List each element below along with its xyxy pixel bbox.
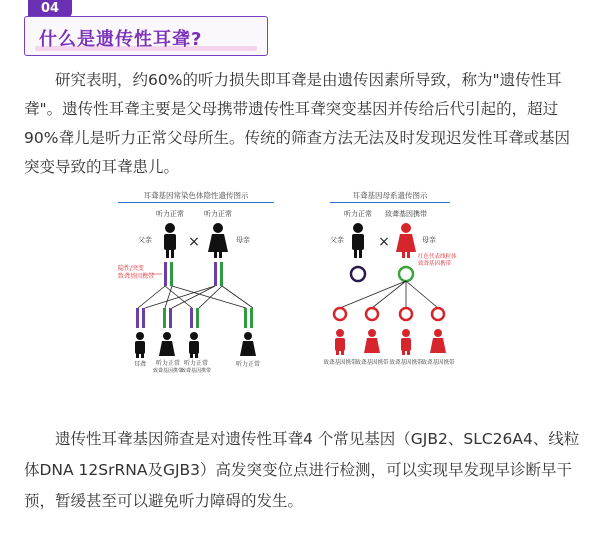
right-figure-caption: 耳聋基因母系遗传图示 [352, 191, 428, 200]
section-title: 什么是遗传性耳聋? [39, 29, 203, 50]
right-child-label-4: 致聋基因携带 [421, 360, 455, 366]
left-child-sub-3: 致聋基因携带 [180, 368, 212, 374]
left-child-4 [240, 332, 256, 356]
section-number-badge: 04 [28, 0, 72, 18]
right-parent-label-1: 听力正常 [344, 210, 372, 218]
left-child-label-1: 耳聋 [133, 361, 147, 368]
left-child-3 [189, 332, 199, 358]
left-figure-caption: 耳聋基因常染色体隐性遗传图示 [143, 191, 249, 200]
left-child-sub-2: 致聋基因携带 [152, 368, 184, 374]
right-child-label-3: 致聋基因携带 [389, 360, 423, 366]
left-child-label-2: 听力正常 [155, 360, 181, 367]
right-side-note-1: 红色代表线粒体 [418, 254, 457, 260]
left-parent-label-2: 听力正常 [204, 210, 232, 218]
right-mother-icon [396, 223, 416, 258]
left-parent-label-1: 听力正常 [156, 210, 184, 218]
right-inheritance-lines [340, 281, 438, 308]
right-child-1 [335, 329, 345, 355]
left-child-1 [135, 332, 145, 358]
right-children-icons [335, 329, 446, 355]
left-mother-icon [208, 223, 228, 258]
right-child-label-2: 致聋基因携带 [355, 360, 389, 366]
left-child-label-3: 听力正常 [183, 360, 209, 367]
right-cross-symbol: × [378, 234, 390, 250]
section-title-box [24, 16, 268, 56]
autosomal-recessive-diagram [112, 190, 280, 374]
right-child-label-1: 致聋基因携带 [323, 360, 357, 366]
right-diagram-svg [322, 190, 458, 374]
right-child-rings [334, 308, 444, 320]
intro-paragraph: 研究表明，约60%的听力损失即耳聋是由遗传因素所导致，称为"遗传性耳聋"。遗传性耳聋主要是父母携带遗传性耳聋突变基因并传给后代引起的，超过90%聋儿是听力正常父母所生。传统的筛查方法无法及时发现迟发性耳聋或基因突变导致的耳聋患儿。 [24, 71, 570, 176]
left-side-note-1: 隐性/突变 [118, 265, 145, 272]
left-child-label-4: 听力正常 [235, 361, 261, 368]
right-child-4 [430, 329, 446, 353]
cross-symbol: × [188, 234, 200, 250]
screening-paragraph: 遗传性耳聋基因筛查是对遗传性耳聋4 个常见基因（GJB2、SLC26A4、线粒体DNA 12SrRNA及GJB3）高发突变位点进行检测，可以实现早发现早诊断早干预，暂缓甚至可以避免听力障碍的发生。 [24, 430, 580, 510]
right-mother-ring [399, 267, 413, 281]
right-father-label: 父亲 [330, 236, 344, 244]
right-side-note-2: 致聋基因携带 [418, 261, 452, 267]
left-inheritance-lines [138, 286, 253, 308]
right-father-ring [351, 267, 365, 281]
left-child-2 [159, 332, 175, 356]
left-father-label: 父亲 [138, 236, 152, 244]
right-father-icon [352, 223, 364, 258]
right-mother-label: 母亲 [422, 236, 436, 244]
left-side-note-2: 致聋基因携带 [118, 273, 155, 280]
left-parent-chromosomes [164, 262, 223, 286]
right-child-3 [401, 329, 411, 355]
left-mother-label: 母亲 [236, 236, 250, 244]
left-child-chromosomes [136, 308, 253, 328]
left-children-icons [135, 332, 256, 358]
right-child-2 [364, 329, 380, 353]
right-parent-label-2: 致聋基因携带 [385, 210, 427, 218]
maternal-inheritance-diagram [322, 190, 458, 374]
left-diagram-svg [112, 190, 280, 374]
left-father-icon [164, 223, 176, 258]
